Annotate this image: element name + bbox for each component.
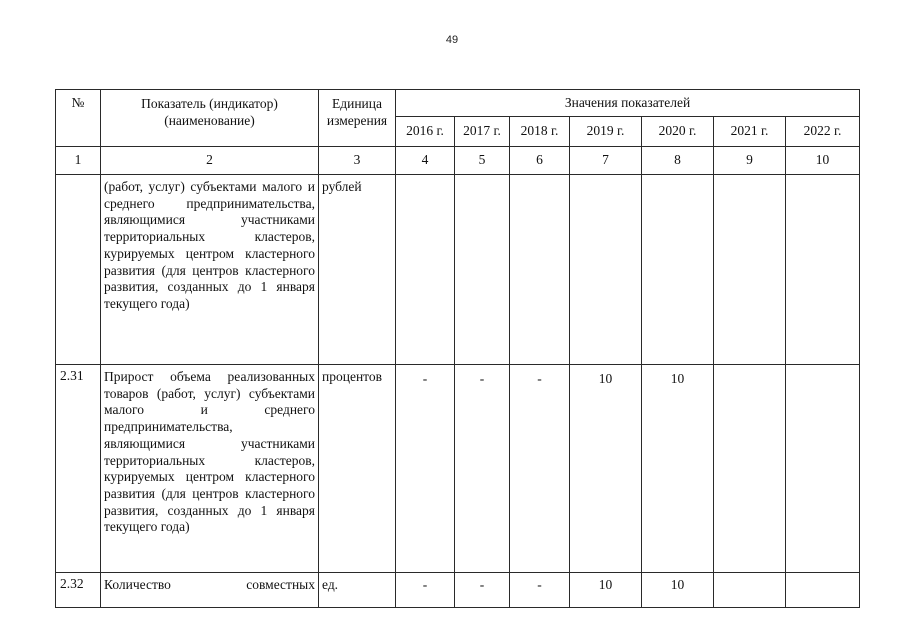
column-number: 10 [786,147,860,175]
header-unit-label: Единица измерения [326,96,388,128]
value-2021 [714,573,786,608]
value-2020: 10 [642,365,714,573]
value-2020: 10 [642,573,714,608]
header-number-label: № [71,95,85,110]
indicator-unit: рублей [319,175,396,365]
value-2019 [570,175,642,365]
value-2018: - [510,573,570,608]
year-2019: 2019 г. [570,117,642,147]
page-number: 49 [445,34,459,46]
column-number: 4 [396,147,455,175]
value-2018 [510,175,570,365]
value-2019: 10 [570,573,642,608]
header-row [56,90,860,117]
header-values-group [396,90,860,117]
value-2018: - [510,365,570,573]
value-2016: - [396,573,455,608]
column-number: 5 [455,147,510,175]
header-unit [319,90,396,147]
column-number: 7 [570,147,642,175]
row-number [56,175,101,365]
row-number: 2.32 [56,573,101,608]
row-number: 2.31 [56,365,101,573]
value-2022 [786,365,860,573]
year-2018: 2018 г. [510,117,570,147]
column-number: 9 [714,147,786,175]
column-number: 2 [101,147,319,175]
column-number: 8 [642,147,714,175]
indicator-name: Количество совместных [101,573,319,608]
column-number: 3 [319,147,396,175]
value-2021 [714,365,786,573]
header-number [56,90,101,147]
table-row [56,573,860,608]
year-2022: 2022 г. [786,117,860,147]
year-2020: 2020 г. [642,117,714,147]
header-indicator-label: Показатель (индикатор) (наименование) [141,96,278,128]
value-2017: - [455,365,510,573]
value-2016: - [396,365,455,573]
table-row [56,175,860,365]
column-number: 6 [510,147,570,175]
value-2020 [642,175,714,365]
value-2019: 10 [570,365,642,573]
column-numbers-row [56,147,860,175]
indicator-name: Прирост объема реализованных товаров (работ, услуг) субъектами малого и среднего предпринимательства, являющимися участниками территориальных кластеров, курируемых центром кластерного развития (для центров кластерного развития, созданных до 1 января текущего года) [101,365,319,573]
table-row [56,365,860,573]
value-2017 [455,175,510,365]
header-indicator-name [101,90,319,147]
value-2022 [786,175,860,365]
indicators-table [55,89,860,608]
indicator-unit: ед. [319,573,396,608]
indicator-name: (работ, услуг) субъектами малого и среднего предпринимательства, являющимися участниками территориальных кластеров, курируемых центром кластерного развития (для центров кластерного развития, созданных до 1 января текущего года) [101,175,319,365]
year-2016: 2016 г. [396,117,455,147]
year-2021: 2021 г. [714,117,786,147]
column-number: 1 [56,147,101,175]
value-2022 [786,573,860,608]
value-2021 [714,175,786,365]
year-2017: 2017 г. [455,117,510,147]
value-2016 [396,175,455,365]
header-values-label: Значения показателей [564,94,691,110]
indicator-unit: процентов [319,365,396,573]
value-2017: - [455,573,510,608]
